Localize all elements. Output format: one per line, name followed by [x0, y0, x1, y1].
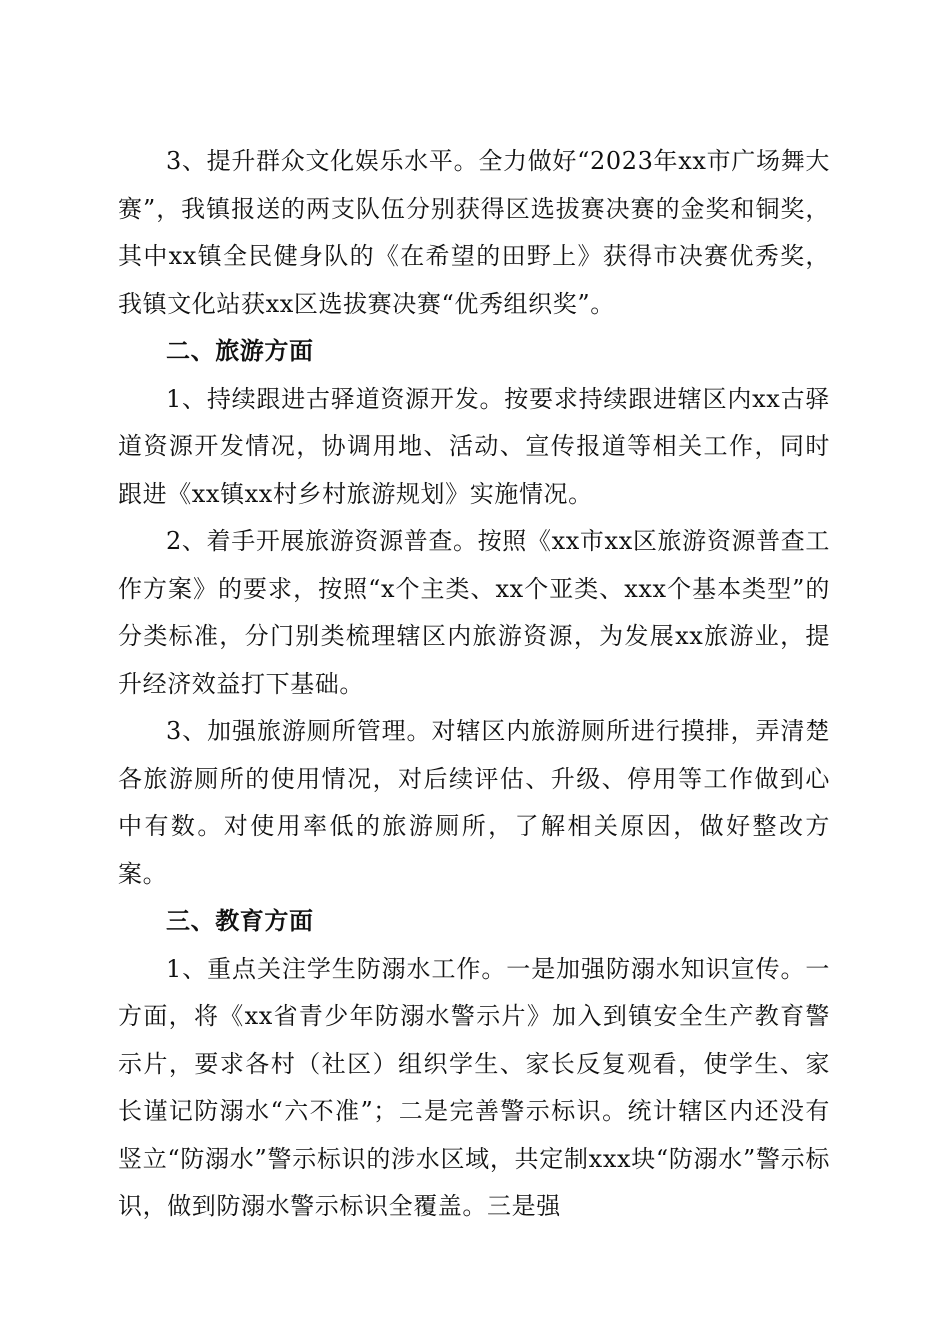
- section-heading-tourism: 二、旅游方面: [166, 337, 314, 365]
- paragraph-drowning-prevention: 1、重点关注学生防溺水工作。一是加强防溺水知识宣传。一方面，将《xx省青少年防溺水警示片》加入到镇安全生产教育警示片，要求各村（社区）组织学生、家长反复观看，使学生、家长谨记防溺水“六不准”；二是完善警示标识。统计辖区内还没有竖立“防溺水”警示标识的涉水区域，共定制xxx块“防溺水”警示标识，做到防溺水警示标识全覆盖。三是强: [118, 954, 830, 1220]
- paragraph-tourism-resource-survey: 2、着手开展旅游资源普查。按照《xx市xx区旅游资源普查工作方案》的要求，按照“x个主类、xx个亚类、xxx个基本类型”的分类标准，分门别类梳理辖区内旅游资源，为发展xx旅游业，提升经济效益打下基础。: [118, 527, 830, 698]
- paragraph-culture-entertainment: 3、提升群众文化娱乐水平。全力做好“2023年xx市广场舞大赛”，我镇报送的两支队伍分别获得区选拔赛决赛的金奖和铜奖，其中xx镇全民健身队的《在希望的田野上》获得市决赛优秀奖，我镇文化站获xx区选拔赛决赛“优秀组织奖”。: [118, 147, 830, 318]
- document-body: [118, 138, 830, 1231]
- section-heading-education: 三、教育方面: [166, 907, 314, 935]
- paragraph-ancient-post-road: 1、持续跟进古驿道资源开发。按要求持续跟进辖区内xx古驿道资源开发情况，协调用地、活动、宣传报道等相关工作，同时跟进《xx镇xx村乡村旅游规划》实施情况。: [118, 384, 830, 508]
- paragraph-tourism-toilet-management: 3、加强旅游厕所管理。对辖区内旅游厕所进行摸排，弄清楚各旅游厕所的使用情况，对后续评估、升级、停用等工作做到心中有数。对使用率低的旅游厕所，了解相关原因，做好整改方案。: [118, 717, 830, 888]
